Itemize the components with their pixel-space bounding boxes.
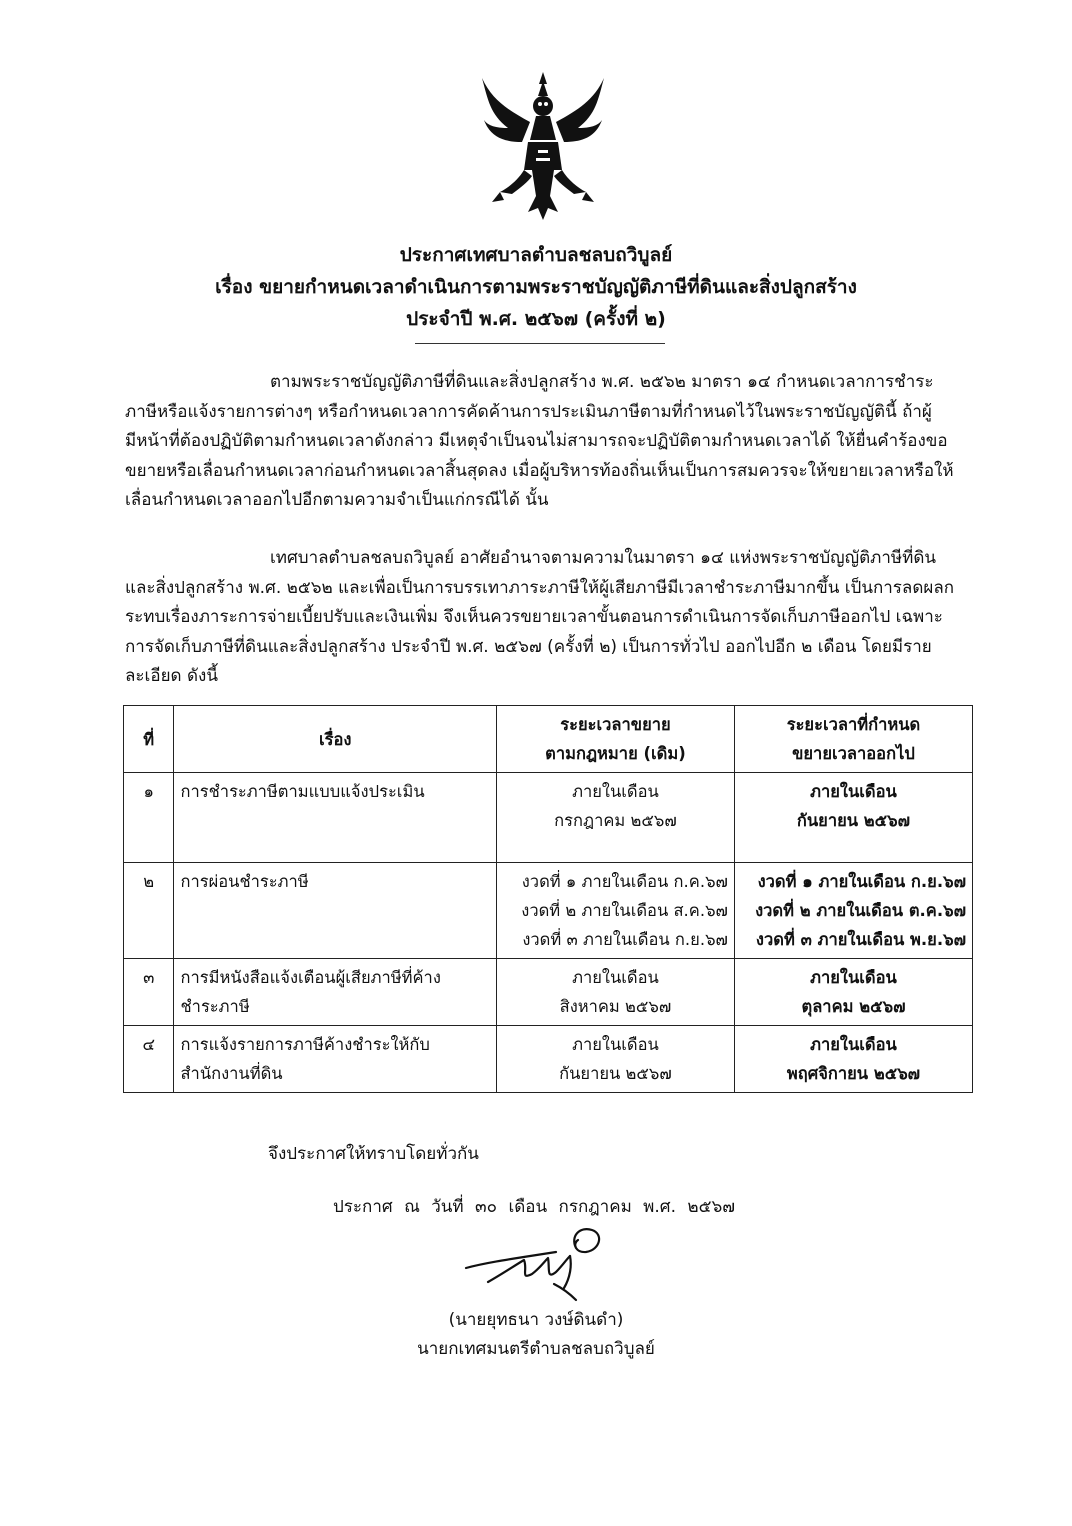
header-extended-line1: ระยะเวลาที่กำหนด: [786, 715, 921, 734]
signer-name: (นายยุทธนา วงษ์ดินดำ): [448, 1310, 624, 1330]
row-original-period: [496, 863, 734, 959]
ext-line: งวดที่ ๓ ภายในเดือน พ.ย.๖๗: [755, 930, 966, 949]
closing-announcement: จึงประกาศให้ทราบโดยทั่วกัน: [268, 1144, 479, 1164]
row-topic: [174, 1026, 496, 1093]
announcement-period: ประจำปี พ.ศ. ๒๕๖๗ (ครั้งที่ ๒): [406, 308, 666, 330]
row-no: ๑: [124, 773, 174, 863]
header-extended-period: [734, 706, 972, 773]
topic-line: ชำระภาษี: [180, 997, 250, 1016]
table-header-row: [124, 706, 973, 773]
row-extended-period: [734, 863, 972, 959]
ext-line: ภายในเดือน: [810, 782, 897, 801]
table-row: [124, 863, 973, 959]
announcement-subject: เรื่อง ขยายกำหนดเวลาดำเนินการตามพระราชบัญญัติภาษีที่ดินและสิ่งปลูกสร้าง: [215, 276, 857, 298]
garuda-emblem-icon: [478, 70, 608, 230]
ext-line: งวดที่ ๑ ภายในเดือน ก.ย.๖๗: [757, 872, 966, 891]
orig-line: งวดที่ ๑ ภายในเดือน ก.ค.๖๗: [521, 872, 728, 891]
row-topic: [174, 959, 496, 1026]
table-row: [124, 1026, 973, 1093]
orig-line: กรกฎาคม ๒๕๖๗: [554, 811, 677, 830]
ext-line: งวดที่ ๒ ภายในเดือน ต.ค.๖๗: [755, 901, 966, 920]
table-row: [124, 773, 973, 863]
signer-title: นายกเทศมนตรีตำบลชลบถวิบูลย์: [417, 1339, 655, 1359]
header-original-line2: ตามกฎหมาย (เดิม): [545, 744, 686, 763]
ext-line: พฤศจิกายน ๒๕๖๗: [786, 1064, 921, 1083]
header-no: ที่: [124, 706, 174, 773]
paragraph-extension-decision: [125, 544, 965, 692]
row-no: ๒: [124, 863, 174, 959]
row-original-period: [496, 773, 734, 863]
table-row: [124, 959, 973, 1026]
orig-line: สิงหาคม ๒๕๖๗: [559, 997, 672, 1016]
row-original-period: [496, 959, 734, 1026]
announcement-org-title: ประกาศเทศบาลตำบลชลบถวิบูลย์: [399, 244, 673, 266]
ext-line: ตุลาคม ๒๕๖๗: [801, 997, 906, 1016]
topic-line: การมีหนังสือแจ้งเตือนผู้เสียภาษีที่ค้าง: [180, 968, 441, 987]
header-original-line1: ระยะเวลาขยาย: [560, 715, 671, 734]
topic-line: การแจ้งรายการภาษีค้างชำระให้กับ: [180, 1035, 430, 1054]
header-divider: [415, 343, 665, 344]
orig-line: ภายในเดือน: [572, 782, 659, 801]
announcement-date: ประกาศ ณ วันที่ ๓๐ เดือน กรกฎาคม พ.ศ. ๒๕๖๗: [333, 1197, 736, 1217]
ext-line: กันยายน ๒๕๖๗: [796, 811, 911, 830]
paragraph-legal-basis: [125, 368, 965, 516]
header-original-period: [496, 706, 734, 773]
row-extended-period: [734, 959, 972, 1026]
row-extended-period: [734, 773, 972, 863]
row-topic: การผ่อนชำระภาษี: [174, 863, 496, 959]
row-topic: การชำระภาษีตามแบบแจ้งประเมิน: [174, 773, 496, 863]
header-topic: เรื่อง: [174, 706, 496, 773]
row-extended-period: [734, 1026, 972, 1093]
ext-line: ภายในเดือน: [810, 968, 897, 987]
orig-line: งวดที่ ๓ ภายในเดือน ก.ย.๖๗: [522, 930, 728, 949]
ext-line: ภายในเดือน: [810, 1035, 897, 1054]
row-no: ๔: [124, 1026, 174, 1093]
extension-schedule-table: [123, 705, 973, 1093]
topic-line: สำนักงานที่ดิน: [180, 1064, 283, 1083]
orig-line: กันยายน ๒๕๖๗: [559, 1064, 672, 1083]
orig-line: งวดที่ ๒ ภายในเดือน ส.ค.๖๗: [521, 901, 728, 920]
row-original-period: [496, 1026, 734, 1093]
handwritten-signature-icon: [458, 1222, 618, 1302]
orig-line: ภายในเดือน: [572, 1035, 659, 1054]
paragraph-legal-basis-text: ตามพระราชบัญญัติภาษีที่ดินและสิ่งปลูกสร้าง พ.ศ. ๒๕๖๒ มาตรา ๑๔ กำหนดเวลาการชำระภาษีหรือแจ้งรายการต่างๆ หรือกำหนดเวลาการคัดค้านการประเมินภาษีตามที่กำหนดไว้ในพระราชบัญญัตินี้ ถ้าผู้มีหน้าที่ต้องปฏิบัติตามกำหนดเวลาดังกล่าว มีเหตุจำเป็นจนไม่สามารถจะปฏิบัติตามกำหนดเวลาได้ ให้ยื่นคำร้องขอขยายหรือเลื่อนกำหนดเวลาก่อนกำหนดเวลาสิ้นสุดลง เมื่อผู้บริหารท้องถิ่นเห็นเป็นการสมควรจะให้ขยายเวลาหรือให้เลื่อนกำหนดเวลาออกไปอีกตามความจำเป็นแก่กรณีได้ นั้น: [125, 372, 954, 510]
row-no: ๓: [124, 959, 174, 1026]
orig-line: ภายในเดือน: [572, 968, 659, 987]
header-extended-line2: ขยายเวลาออกไป: [792, 744, 915, 763]
paragraph-extension-decision-text: เทศบาลตำบลชลบถวิบูลย์ อาศัยอำนาจตามความในมาตรา ๑๔ แห่งพระราชบัญญัติภาษีที่ดินและสิ่งปลูกสร้าง พ.ศ. ๒๕๖๒ และเพื่อเป็นการบรรเทาภาระภาษีให้ผู้เสียภาษีมีเวลาชำระภาษีมากขึ้น เป็นการลดผลกระทบเรื่องภาระการจ่ายเบี้ยปรับและเงินเพิ่ม จึงเห็นควรขยายเวลาขั้นตอนการดำเนินการจัดเก็บภาษีออกไป เฉพาะการจัดเก็บภาษีที่ดินและสิ่งปลูกสร้าง ประจำปี พ.ศ. ๒๕๖๗ (ครั้งที่ ๒) เป็นการทั่วไป ออกไปอีก ๒ เดือน โดยมีรายละเอียด ดังนี้: [125, 548, 955, 686]
